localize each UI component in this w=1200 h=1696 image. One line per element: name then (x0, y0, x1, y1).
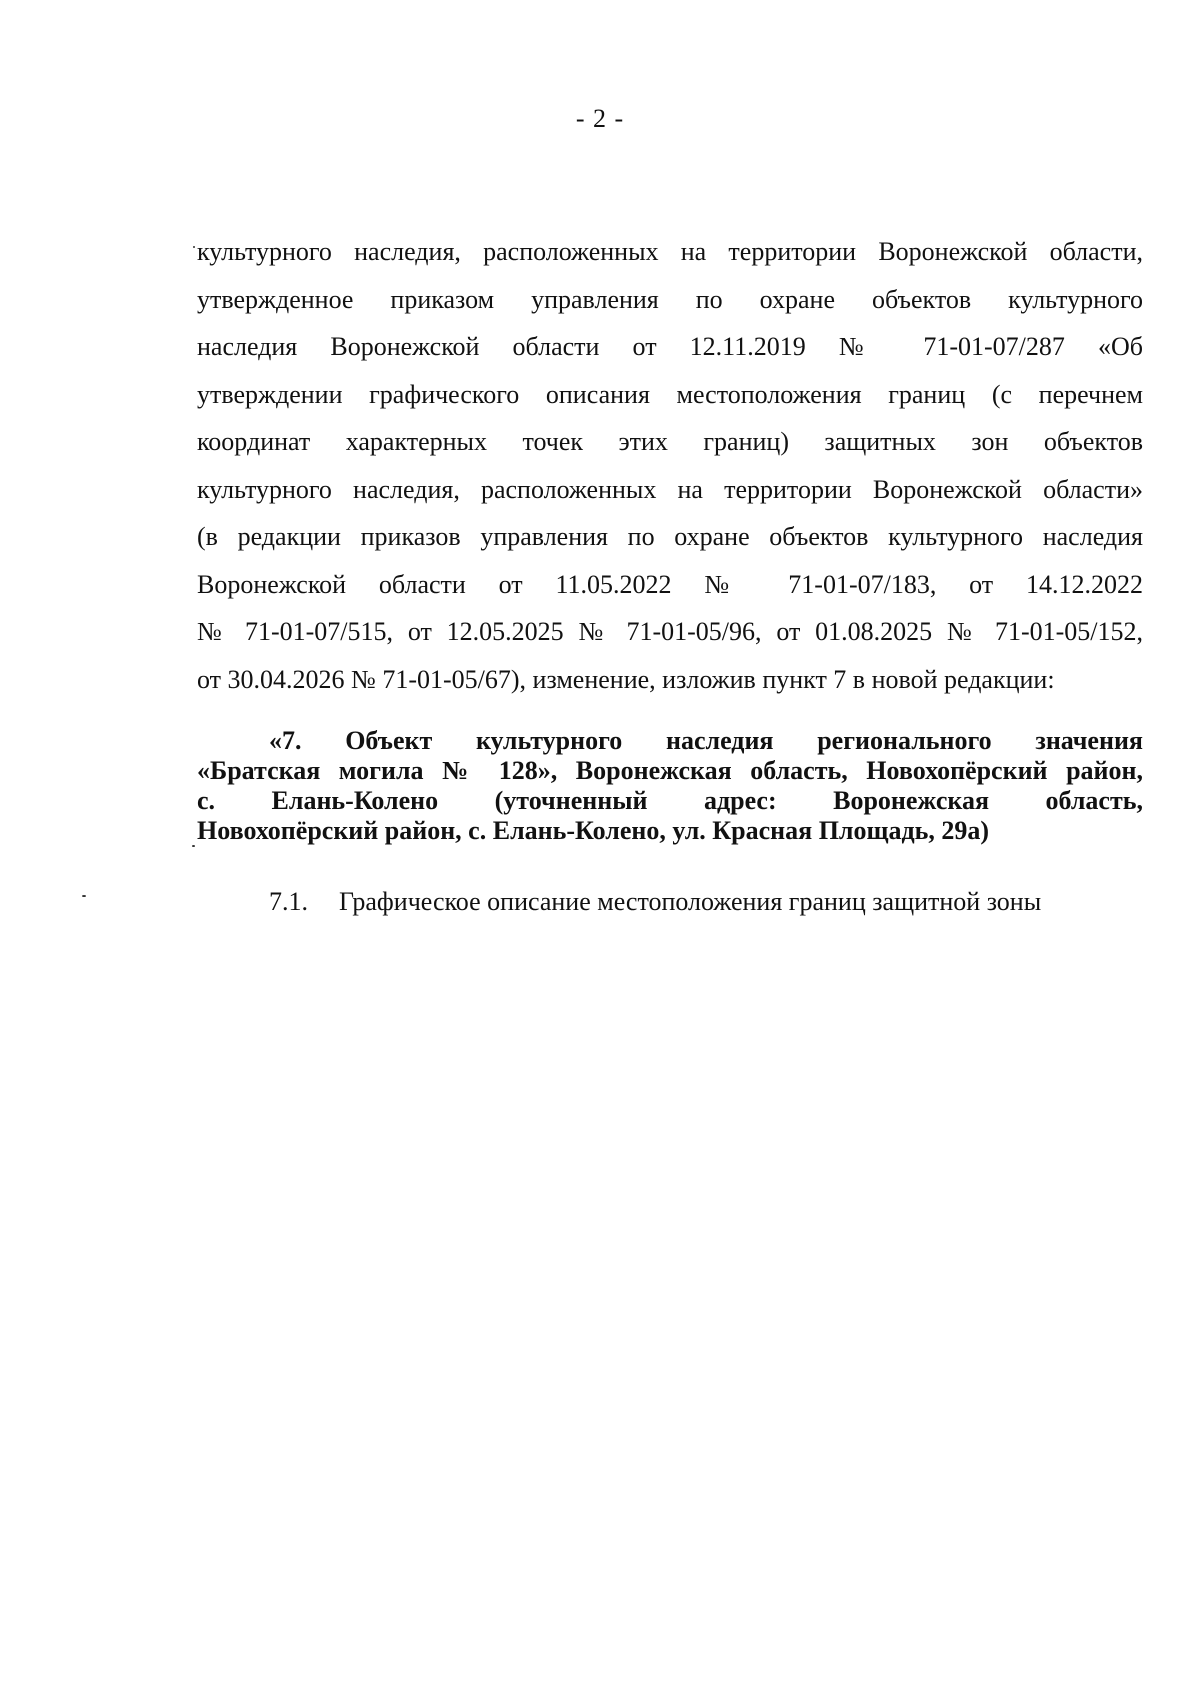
paragraph-line: № 71-01-07/515, от 12.05.2025 № 71-01-05/96, от 01.08.2025 № 71-01-05/152, (197, 617, 1143, 646)
item-7-line: «7. Объект культурного наследия регионального значения (269, 726, 1143, 755)
page-number: - 2 - (575, 104, 625, 133)
paragraph-line: от 30.04.2026 № 71-01-05/67), изменение, изложив пункт 7 в новой редакции: (197, 664, 1055, 694)
item-7-line: с. Елань-Колено (уточненный адрес: Воронежская область, (197, 786, 1143, 815)
paragraph-line: Воронежской области от 11.05.2022 № 71-01-07/183, от 14.12.2022 (197, 569, 1143, 599)
subsection-text: Графическое описание местоположения границ защитной зоны (339, 887, 1042, 916)
item-7-line: Новохопёрский район, с. Елань-Колено, ул. Красная Площадь, 29а) (197, 816, 990, 845)
item-7-heading (197, 726, 1143, 846)
paragraph-line: утвержденное приказом управления по охране объектов культурного (197, 284, 1143, 314)
paragraph-line: наследия Воронежской области от 12.11.2019 № 71-01-07/287 «Об (197, 332, 1143, 361)
scan-speck (192, 845, 195, 847)
paragraph-line: утверждении графического описания местоположения границ (с перечнем (197, 379, 1143, 409)
item-7-line: «Братская могила № 128», Воронежская область, Новохопёрский район, (197, 756, 1143, 785)
paragraph-line: координат характерных точек этих границ) защитных зон объектов (197, 427, 1143, 456)
subsection-7-1 (269, 884, 1143, 920)
paragraph-line: культурного наследия, расположенных на территории Воронежской области, (197, 237, 1143, 266)
scan-speck (82, 895, 86, 897)
paragraph-line: культурного наследия, расположенных на территории Воронежской области» (197, 474, 1143, 504)
subsection-number: 7.1. (269, 887, 308, 916)
scan-speck (193, 246, 195, 248)
amendment-paragraph (197, 228, 1143, 703)
paragraph-line: (в редакции приказов управления по охране объектов культурного наследия (197, 522, 1143, 551)
